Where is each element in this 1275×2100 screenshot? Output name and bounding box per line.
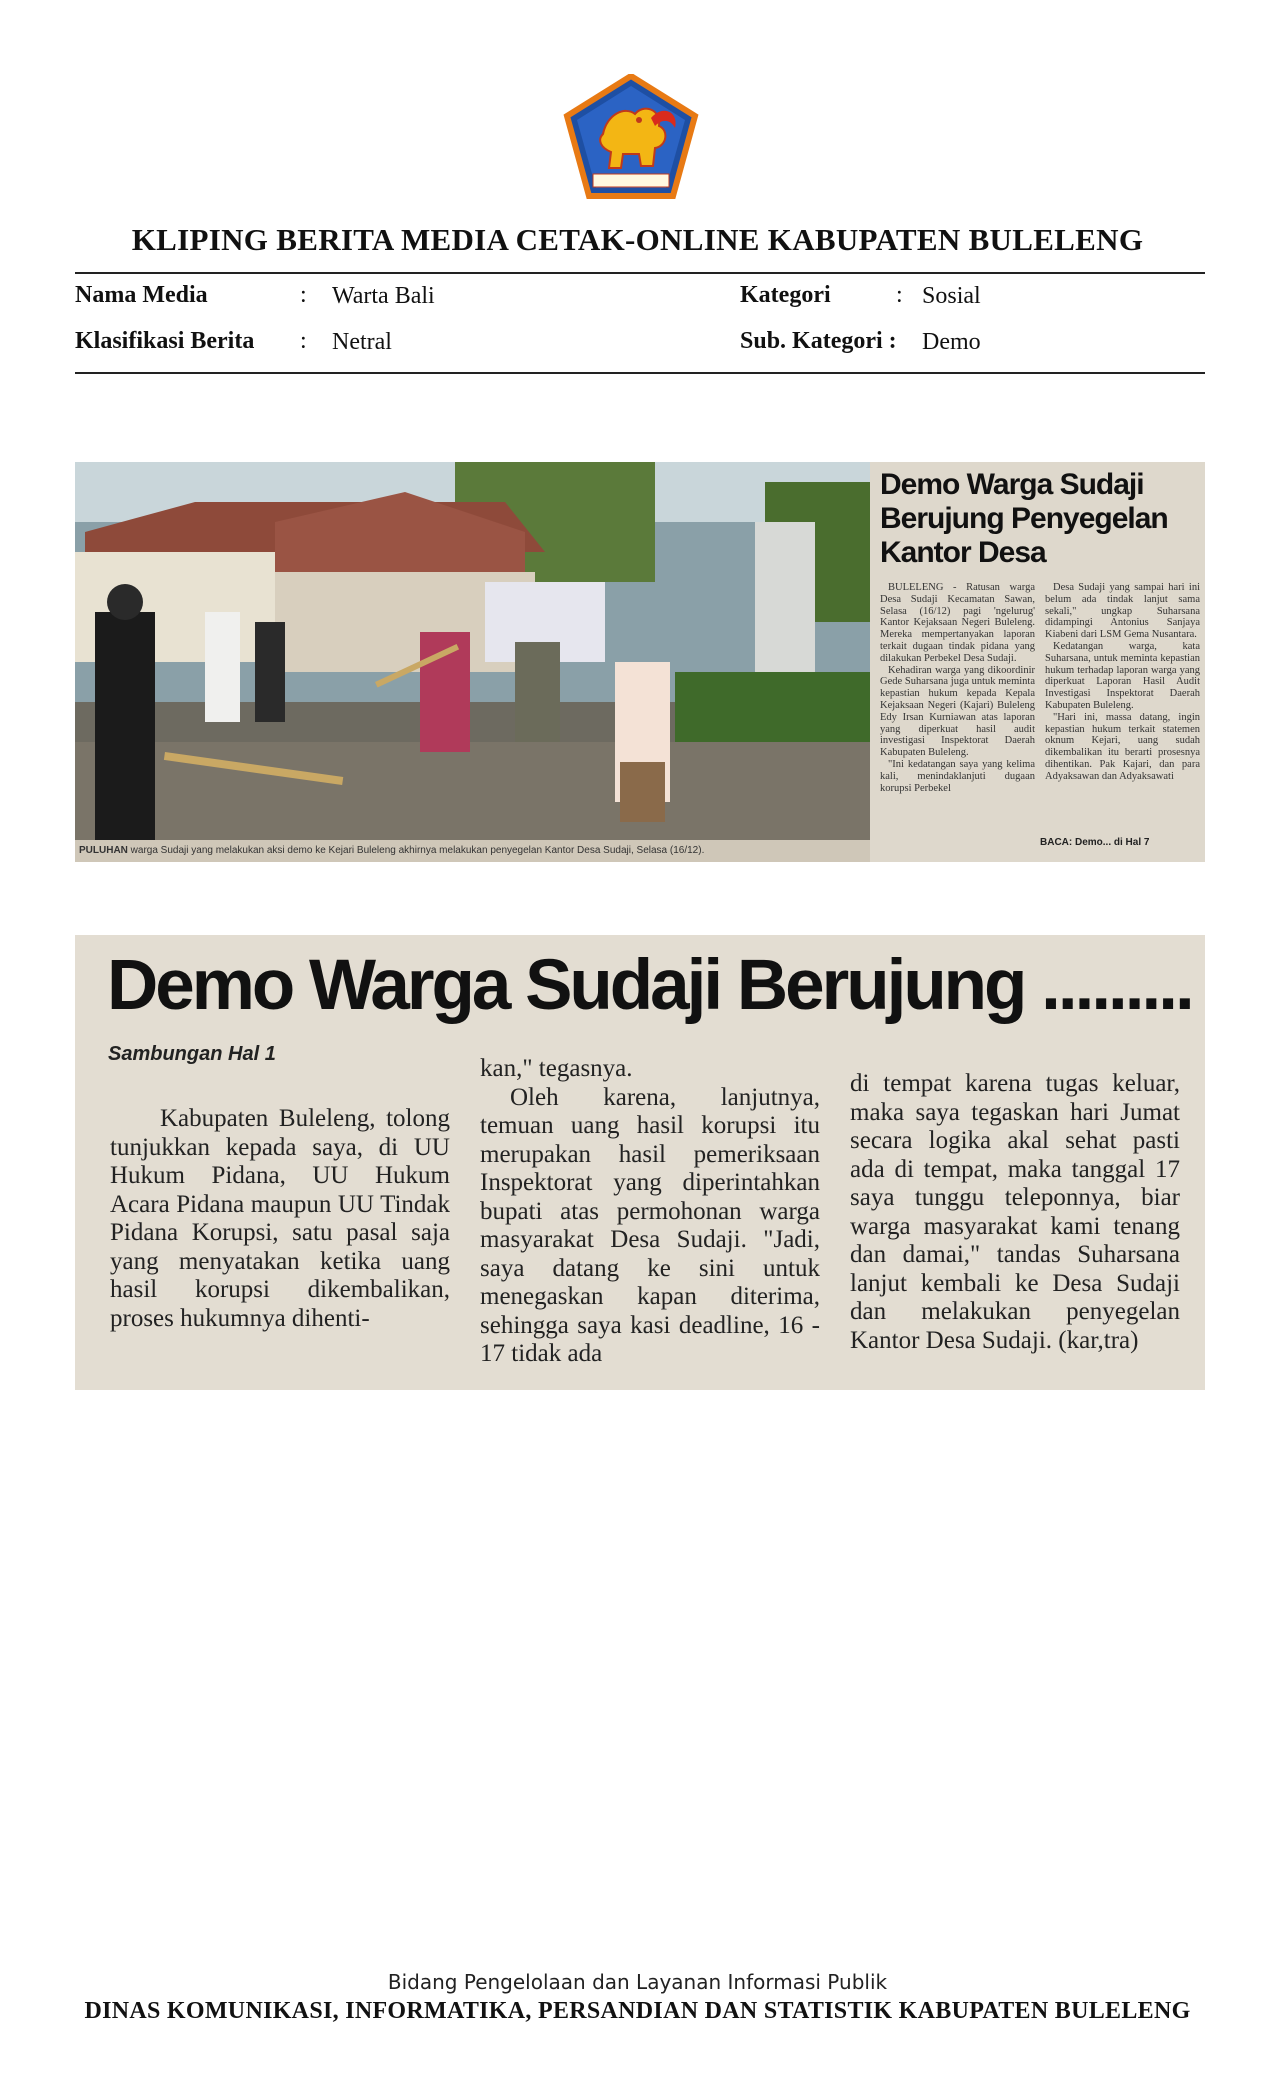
continued-reference: BACA: Demo... di Hal 7	[1040, 837, 1150, 848]
clip2-column-1	[110, 1105, 450, 1333]
clip1-headline: Demo Warga Sudaji Berujung Penyegelan Kantor Desa	[880, 468, 1168, 569]
footer-department: Bidang Pengelolaan dan Layanan Informasi Publik	[387, 1970, 888, 1994]
meta-colon	[896, 282, 903, 309]
clip1-body	[880, 582, 1200, 837]
photo-caption	[75, 840, 870, 862]
clip1-column-1	[880, 582, 1035, 837]
caption-lead: PULUHAN	[79, 845, 128, 856]
title-rule	[75, 272, 1205, 274]
meta-kategori	[740, 282, 831, 309]
nama-media-value	[332, 283, 435, 310]
meta-klasifikasi	[75, 328, 254, 355]
meta-colon	[300, 328, 307, 355]
clip2-column-3	[850, 1070, 1180, 1355]
meta-nama-media	[75, 282, 208, 309]
news-clipping-continuation	[75, 935, 1205, 1390]
continuation-label: Sambungan Hal 1	[108, 1043, 276, 1065]
klasifikasi-label: Klasifikasi Berita	[75, 328, 255, 354]
kategori-label: Kategori	[740, 282, 831, 308]
colon: :	[300, 282, 307, 308]
meta-rule	[75, 372, 1205, 374]
paragraph: BULELENG - Ratusan warga Desa Sudaji Kecamatan Sawan, Selasa (16/12) pagi 'ngelurug' Kantor Kejaksaan Negeri Buleleng. Mereka mempertanyakan laporan terkait dugaan tindak pidana yang dilakukan Perbekel Desa Sudaji.	[880, 582, 1035, 664]
colon: :	[896, 282, 903, 308]
klasifikasi-value-text: Netral	[332, 329, 392, 355]
paragraph: Kehadiran warga yang dikoordinir Gede Suharsana juga untuk meminta kepastian hukum kepada Kepala Kejaksaan Negeri (Kajari) Buleleng Edy Irsan Kurniawan atas laporan yang diperkuat hasil audit investigasi Inspektorat Daerah Kabupaten Buleleng.	[880, 664, 1035, 759]
kategori-value-text: Sosial	[922, 283, 981, 309]
nama-media-value-text: Warta Bali	[332, 283, 435, 309]
nama-media-label: Nama Media	[75, 282, 208, 308]
page-title: KLIPING BERITA MEDIA CETAK-ONLINE KABUPATEN BULELENG	[131, 222, 1144, 257]
footer-agency: DINAS KOMUNIKASI, INFORMATIKA, PERSANDIAN DAN STATISTIK KABUPATEN BULELENG	[84, 1998, 1191, 2024]
news-clipping-front-page	[75, 462, 1205, 862]
paragraph: Oleh karena, lanjutnya, temuan uang hasil korupsi itu merupakan hasil pemeriksaan Inspektorat yang diperintahkan bupati atas permohonan warga masyarakat Desa Sudaji. "Jadi, saya datang ke sini untuk menegaskan kapan diterima, sehingga saya kasi deadline, 16 - 17 tidak ada	[480, 1083, 820, 1367]
paragraph: "Ini kedatangan saya yang kelima kali, menindaklanjuti dugaan korupsi Perbekel	[880, 758, 1035, 794]
paragraph: Desa Sudaji yang sampai hari ini belum ada tindak lanjut sama sekali," ungkap Suharsana didampingi Antonius Sanjaya Kiabeni dari LSM Gema Nusantara.	[1045, 582, 1200, 641]
kabupaten-buleleng-logo	[563, 74, 699, 200]
paragraph: Kedatangan warga, kata Suharsana, untuk meminta kepastian hukum terhadap laporan warga yang diperkuat Laporan Hasil Audit Investigasi Inspektorat Daerah Kabupaten Buleleng.	[1045, 640, 1200, 711]
clip1-column-2	[1045, 582, 1200, 837]
sub-kategori-value	[922, 329, 981, 356]
sub-kategori-label: Sub. Kategori :	[740, 328, 897, 354]
paragraph: kan," tegasnya.	[480, 1055, 633, 1082]
caption-text: warga Sudaji yang melakukan aksi demo ke Kejari Buleleng akhirnya melakukan penyegelan Kantor Desa Sudaji, Selasa (16/12).	[130, 845, 705, 856]
colon: :	[300, 328, 307, 354]
clip2-column-2	[480, 1055, 820, 1369]
meta-colon	[300, 282, 307, 309]
paragraph: Kabupaten Buleleng, tolong tunjukkan kepada saya, di UU Hukum Pidana, UU Hukum Acara Pidana maupun UU Tindak Pidana Korupsi, satu pasal saja yang menyatakan ketika uang hasil korupsi dikembalikan, proses hukumnya dihenti-	[110, 1105, 450, 1332]
kategori-value	[922, 283, 981, 310]
paragraph: "Hari ini, massa datang, ingin kepastian hukum terkait statemen oknum Kejari, uang sudah dikembalikan itu berarti prosesnya dihentikan. Pak Kajari, dan para Adyaksawan dan Adyaksawati	[1045, 711, 1200, 782]
news-photo	[75, 462, 870, 842]
clip2-headline: Demo Warga Sudaji Berujung .........	[107, 946, 1192, 1025]
paragraph: di tempat karena tugas keluar, maka saya tegaskan hari Jumat secara logika akal sehat pasti ada di tempat, maka tanggal 17 saya tunggu teleponnya, biar warga masyarakat kami tenang dan damai," tandas Suharsana lanjut kembali ke Desa Sudaji dan melakukan penyegelan Kantor Desa Sudaji. (kar,tra)	[850, 1070, 1180, 1354]
klasifikasi-value	[332, 329, 392, 356]
meta-sub-kategori	[740, 328, 897, 355]
sub-kategori-value-text: Demo	[922, 329, 981, 355]
